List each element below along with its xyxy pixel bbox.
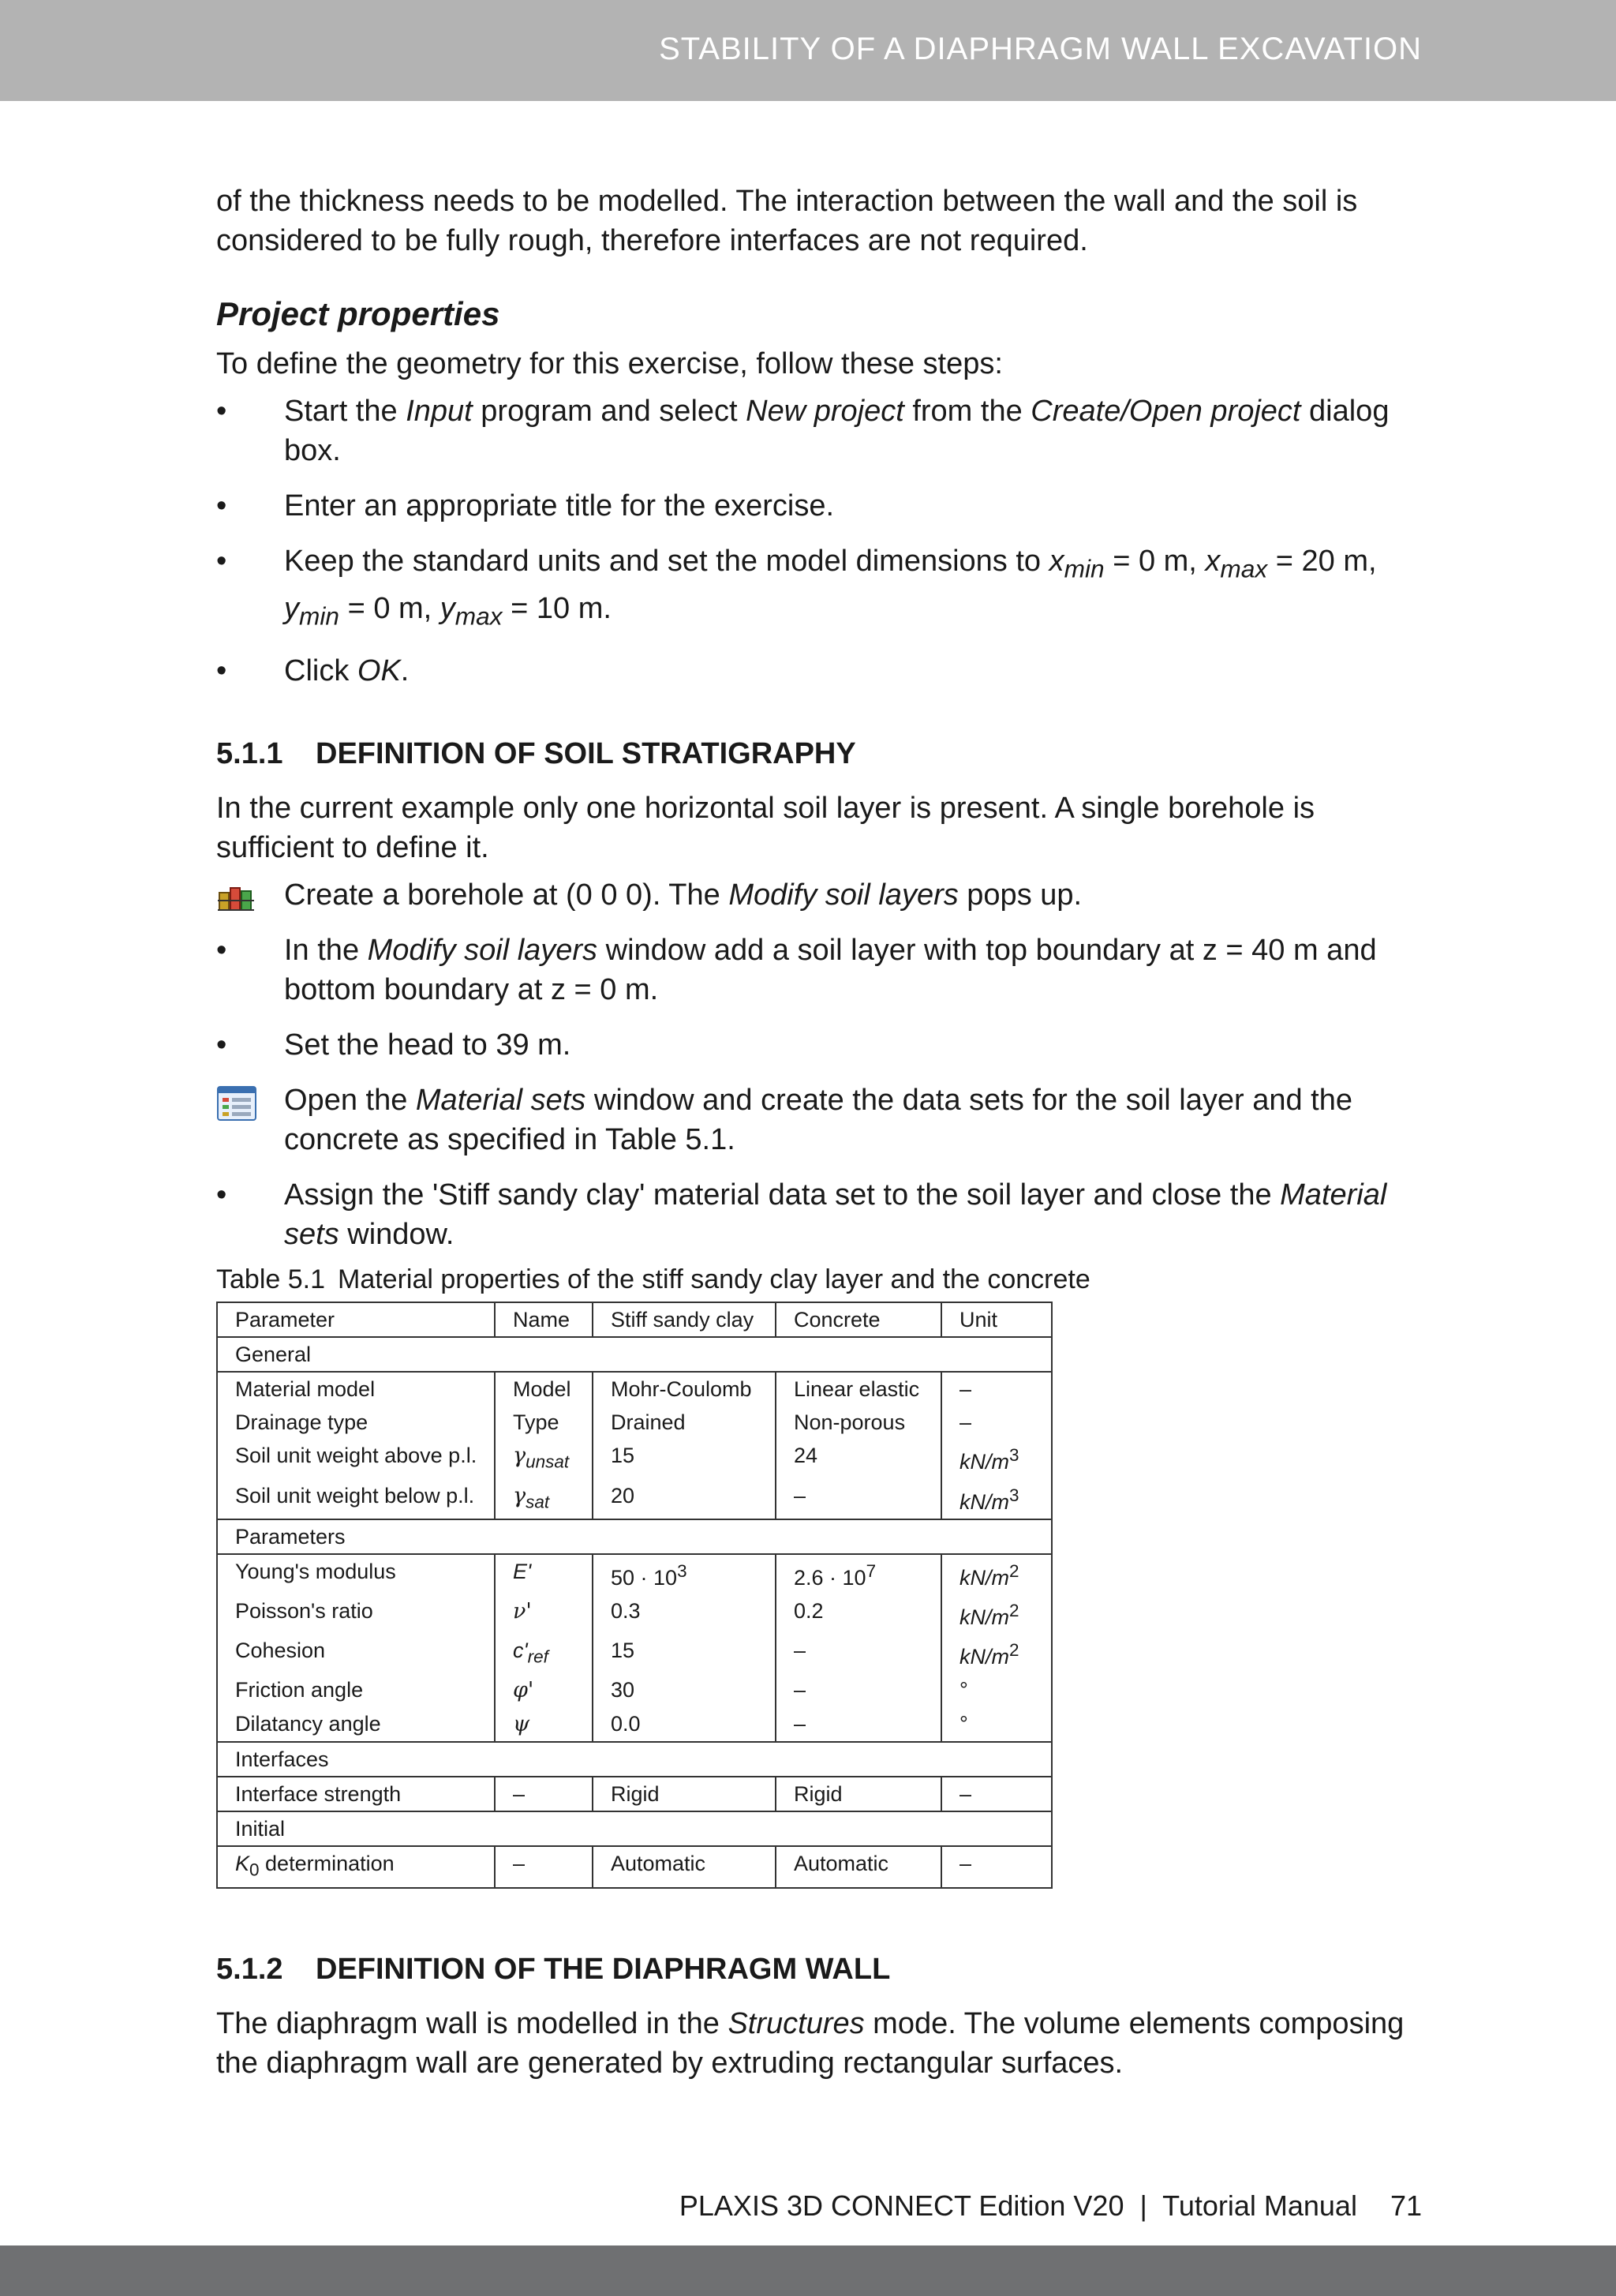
- cell: –: [495, 1777, 593, 1811]
- text: Assign the 'Stiff sandy clay' material data set to the soil layer and close the: [284, 1178, 1281, 1212]
- text: program and select: [472, 395, 746, 428]
- table-number: Table 5.1: [216, 1264, 325, 1295]
- cell: Friction angle: [217, 1673, 495, 1707]
- cell: Linear elastic: [776, 1372, 941, 1406]
- cell: [217, 1846, 495, 1887]
- group-label: Parameters: [217, 1519, 1052, 1554]
- text: .: [400, 654, 410, 688]
- table-row: [217, 1846, 1052, 1887]
- table-row: [217, 1777, 1052, 1811]
- page-content: [216, 182, 1423, 2083]
- cell: Automatic: [593, 1846, 776, 1887]
- project-properties-intro: To define the geometry for this exercise, follow these steps:: [216, 347, 1003, 380]
- section-heading-5-1-1: [216, 733, 1423, 774]
- cell: [941, 1594, 1052, 1634]
- cell: Non-porous: [776, 1406, 941, 1439]
- header-cell: Unit: [941, 1302, 1052, 1337]
- cell: 0.2: [776, 1594, 941, 1634]
- list-item: [216, 931, 1423, 1009]
- sup: 2: [1009, 1560, 1019, 1581]
- cell: [941, 1479, 1052, 1519]
- stratigraphy-steps-list: [216, 875, 1423, 1254]
- cell: Rigid: [776, 1777, 941, 1811]
- page-footer: [679, 2189, 1422, 2223]
- sup: 2: [1009, 1639, 1019, 1660]
- cell: Cohesion: [217, 1634, 495, 1673]
- section-title: DEFINITION OF SOIL STRATIGRAPHY: [316, 737, 856, 771]
- list-item: [216, 541, 1423, 635]
- text: from the: [903, 395, 1031, 428]
- text: New project: [746, 395, 904, 428]
- bullet: •: [216, 1028, 227, 1062]
- project-steps-list: [216, 391, 1423, 691]
- table-row: [217, 1594, 1052, 1634]
- cell: 15: [593, 1634, 776, 1673]
- header-cell: Name: [495, 1302, 593, 1337]
- cell: Young's modulus: [217, 1554, 495, 1594]
- text: Open the: [284, 1084, 416, 1118]
- table-row: [217, 1634, 1052, 1673]
- symbol: φ': [513, 1678, 534, 1703]
- unit: kN/m: [960, 1565, 1009, 1590]
- cell: –: [495, 1846, 593, 1887]
- group-row: [217, 1519, 1052, 1554]
- text: Create/Open project: [1031, 395, 1301, 428]
- sup: 3: [1009, 1445, 1019, 1466]
- bullet: •: [216, 489, 227, 522]
- unit: kN/m: [960, 1644, 1009, 1669]
- cell: –: [941, 1846, 1052, 1887]
- footer-text: PLAXIS 3D CONNECT Edition V20 | Tutorial Manual: [679, 2189, 1357, 2222]
- sub: sat: [526, 1491, 550, 1511]
- borehole-icon: [216, 880, 259, 916]
- cell: Mohr-Coulomb: [593, 1372, 776, 1406]
- cell: Drained: [593, 1406, 776, 1439]
- cell: [495, 1673, 593, 1707]
- sub: max: [1220, 554, 1268, 583]
- cell: [495, 1707, 593, 1742]
- cell: 30: [593, 1673, 776, 1707]
- text: = 0 m,: [339, 591, 440, 625]
- symbol: E': [513, 1559, 532, 1583]
- text: OK: [357, 654, 401, 688]
- cell: Poisson's ratio: [217, 1594, 495, 1634]
- table-header-row: [217, 1302, 1052, 1337]
- cell: [495, 1554, 593, 1594]
- list-item: [216, 486, 1423, 526]
- section-number: 5.1.1: [216, 737, 283, 771]
- header-cell: Concrete: [776, 1302, 941, 1337]
- symbol: c': [513, 1638, 528, 1662]
- table-row: [217, 1707, 1052, 1742]
- section-heading-5-1-2: [216, 1949, 1423, 1990]
- material-sets-icon: [216, 1085, 259, 1122]
- text: = 10 m.: [502, 591, 612, 625]
- sup: 2: [1009, 1600, 1019, 1620]
- text: Structures: [728, 2006, 865, 2040]
- project-properties-heading: Project properties: [216, 295, 500, 332]
- sub: max: [454, 601, 503, 631]
- cell: [495, 1594, 593, 1634]
- bullet: •: [216, 1178, 227, 1212]
- intro-paragraph: of the thickness needs to be modelled. The interaction between the wall and the soil is considered to be fully rough, therefore interfaces are not required.: [216, 185, 1358, 257]
- text: Start the: [284, 395, 406, 428]
- sub: min: [1064, 554, 1105, 583]
- text: = 0 m,: [1104, 545, 1206, 578]
- bullet: •: [216, 654, 227, 688]
- symbol: K: [235, 1852, 250, 1876]
- text: The diaphragm wall is modelled in the: [216, 2006, 728, 2040]
- cell: Soil unit weight below p.l.: [217, 1479, 495, 1519]
- cell: Model: [495, 1372, 593, 1406]
- text: window and create the data sets for the soil layer and the concrete as specified in Table 5.1.: [284, 1084, 1353, 1157]
- cell: [776, 1554, 941, 1594]
- sup: 3: [1009, 1485, 1019, 1505]
- table-row: [217, 1439, 1052, 1478]
- cell: –: [776, 1707, 941, 1742]
- cell: [941, 1634, 1052, 1673]
- list-item: [216, 391, 1423, 470]
- table-caption: [216, 1262, 1423, 1297]
- text: Modify soil layers: [728, 878, 959, 912]
- group-row: [217, 1811, 1052, 1846]
- cell: Automatic: [776, 1846, 941, 1887]
- header-bar: [0, 0, 1616, 101]
- sup: 3: [677, 1560, 687, 1581]
- value: 2.6 · 10: [794, 1565, 866, 1590]
- text: In the: [284, 934, 368, 968]
- group-row: [217, 1337, 1052, 1372]
- cell: Type: [495, 1406, 593, 1439]
- header-cell: Stiff sandy clay: [593, 1302, 776, 1337]
- group-row: [217, 1742, 1052, 1777]
- sub: min: [299, 601, 340, 631]
- cell: –: [941, 1406, 1052, 1439]
- cell: –: [941, 1777, 1052, 1811]
- list-item: [216, 875, 1423, 915]
- footer-bar: [0, 2245, 1616, 2296]
- text: Material sets: [284, 1178, 1387, 1252]
- text: Create a borehole at (0 0 0). The: [284, 878, 729, 912]
- symbol: ν': [513, 1598, 532, 1624]
- math-y: y: [440, 591, 455, 625]
- symbol: ψ: [513, 1712, 530, 1737]
- page-number: 71: [1390, 2189, 1422, 2222]
- bullet: •: [216, 934, 227, 968]
- section-number: 5.1.2: [216, 1952, 283, 1986]
- header-cell: Parameter: [217, 1302, 495, 1337]
- cell: [495, 1634, 593, 1673]
- sup: 7: [866, 1560, 877, 1581]
- material-properties-table: [216, 1302, 1053, 1889]
- text: Material sets: [415, 1084, 586, 1118]
- group-label: General: [217, 1337, 1052, 1372]
- caption-text: Material properties of the stiff sandy clay layer and the concrete: [338, 1264, 1090, 1295]
- symbol: γ: [513, 1444, 526, 1469]
- cell: 20: [593, 1479, 776, 1519]
- list-item: [216, 1025, 1423, 1065]
- cell: Drainage type: [217, 1406, 495, 1439]
- text: mode. The volume elements composing the diaphragm wall are generated by extruding rectangular surfaces.: [216, 2006, 1405, 2080]
- table-row: [217, 1673, 1052, 1707]
- cell: –: [941, 1372, 1052, 1406]
- text: Enter an appropriate title for the exercise.: [284, 489, 835, 522]
- text: Modify soil layers: [367, 934, 598, 968]
- cell: [593, 1554, 776, 1594]
- value: 50 · 10: [611, 1565, 678, 1590]
- text: window add a soil layer with top boundary at z = 40 m and bottom boundary at z = 0 m.: [284, 934, 1377, 1007]
- text: = 20 m,: [1267, 545, 1377, 578]
- cell: Material model: [217, 1372, 495, 1406]
- cell: 0.0: [593, 1707, 776, 1742]
- table-row: [217, 1372, 1052, 1406]
- cell: –: [776, 1634, 941, 1673]
- text: Set the head to 39 m.: [284, 1028, 571, 1062]
- cell: [495, 1479, 593, 1519]
- cell: 0.3: [593, 1594, 776, 1634]
- text: Click: [284, 654, 357, 688]
- cell: °: [941, 1707, 1052, 1742]
- section-paragraph: In the current example only one horizontal soil layer is present. A single borehole is sufficient to define it.: [216, 792, 1315, 865]
- cell: [941, 1439, 1052, 1478]
- table-row: [217, 1406, 1052, 1439]
- unit: kN/m: [960, 1489, 1009, 1514]
- math-x: x: [1205, 545, 1221, 578]
- section-paragraph: [216, 2004, 1423, 2083]
- unit: kN/m: [960, 1605, 1009, 1629]
- text: determination: [259, 1852, 395, 1876]
- list-item: [216, 1175, 1423, 1254]
- cell: –: [776, 1673, 941, 1707]
- text: Keep the standard units and set the model dimensions to: [284, 545, 1049, 578]
- cell: °: [941, 1673, 1052, 1707]
- sub: ref: [527, 1646, 548, 1667]
- group-label: Interfaces: [217, 1742, 1052, 1777]
- text: Input: [406, 395, 473, 428]
- bullet: •: [216, 545, 227, 578]
- cell: Dilatancy angle: [217, 1707, 495, 1742]
- cell: Rigid: [593, 1777, 776, 1811]
- cell: 15: [593, 1439, 776, 1478]
- cell: [495, 1439, 593, 1478]
- group-label: Initial: [217, 1811, 1052, 1846]
- cell: [941, 1554, 1052, 1594]
- sub: 0: [249, 1860, 260, 1880]
- math-y: y: [284, 591, 299, 625]
- section-title: DEFINITION OF THE DIAPHRAGM WALL: [316, 1952, 891, 1986]
- list-item: [216, 1081, 1423, 1159]
- text: dialog box.: [284, 395, 1390, 467]
- sub: unsat: [526, 1451, 570, 1472]
- cell: Interface strength: [217, 1777, 495, 1811]
- text: window.: [339, 1218, 454, 1252]
- table-row: [217, 1479, 1052, 1519]
- cell: Soil unit weight above p.l.: [217, 1439, 495, 1478]
- unit: kN/m: [960, 1450, 1009, 1474]
- text: pops up.: [958, 878, 1083, 912]
- symbol: γ: [513, 1483, 526, 1508]
- running-header-title: STABILITY OF A DIAPHRAGM WALL EXCAVATION: [659, 32, 1422, 66]
- cell: –: [776, 1479, 941, 1519]
- math-x: x: [1049, 545, 1064, 578]
- cell: 24: [776, 1439, 941, 1478]
- bullet: •: [216, 395, 227, 428]
- list-item: [216, 651, 1423, 691]
- table-row: [217, 1554, 1052, 1594]
